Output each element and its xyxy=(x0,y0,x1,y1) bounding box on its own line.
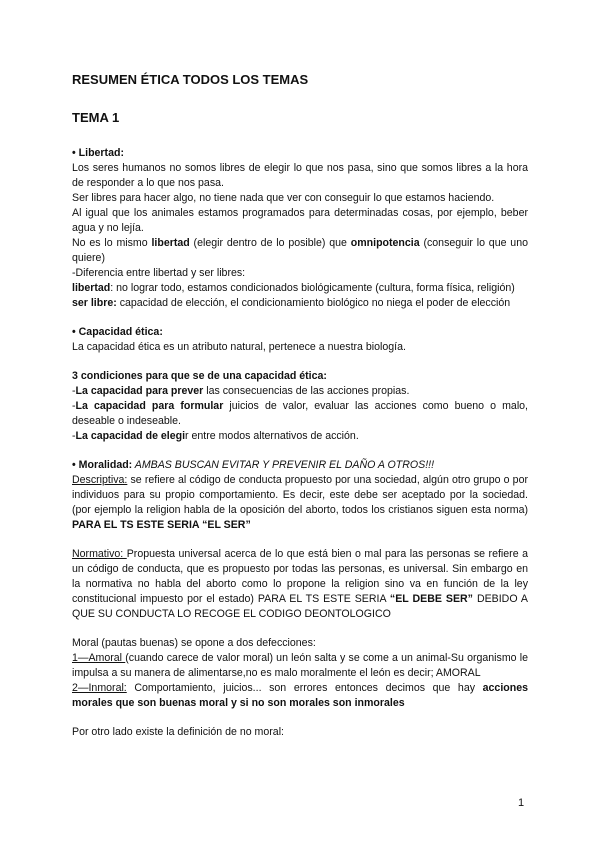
inmoral-label: 2—Inmoral: xyxy=(72,682,127,694)
condicion-1-term: La capacidad para prever xyxy=(75,385,204,397)
libertad-paragraph-7 xyxy=(72,296,528,311)
libertad-paragraph-3: Al igual que los animales estamos programados para determinadas cosas, por ejemplo, beber agua y no lejía. xyxy=(72,207,528,234)
text-run: Propuesta universal acerca de lo que está bien o mal para las personas se refiere a un código de conducta, que es propuesto por todas las personas, es universal. Sin embargo en la normativa no habla del aborto como lo propone la religion sino va en función de la ley constitucional impuesto por el estado) PARA EL TS ESTE SERIA xyxy=(72,548,528,605)
descriptiva-paragraph xyxy=(72,473,528,533)
condicion-3 xyxy=(72,429,528,444)
text-run: - xyxy=(72,400,76,412)
libertad-heading: • Libertad: xyxy=(72,147,124,159)
text-run: r entre modos alternativos de acción. xyxy=(185,430,359,442)
moralidad-heading-note: AMBAS BUSCAN EVITAR Y PREVENIR EL DAÑO A OTROS!!! xyxy=(132,459,435,471)
normativo-paragraph xyxy=(72,547,528,622)
text-run: - xyxy=(72,430,76,442)
text-run: (elegir dentro de lo posible) que xyxy=(189,237,351,249)
libertad-paragraph-1: Los seres humanos no somos libres de elegir lo que nos pasa, sino que somos libres a la hora de responder a lo que nos pasa. xyxy=(72,162,528,189)
no-moral-intro: Por otro lado existe la definición de no moral: xyxy=(72,726,284,738)
text-run: capacidad de elección, el condicionamiento biológico no niega el poder de elección xyxy=(116,297,511,309)
libertad-paragraph-5: -Diferencia entre libertad y ser libres: xyxy=(72,267,246,279)
spacer xyxy=(72,355,528,369)
spacer xyxy=(72,311,528,325)
term-omnipotencia: omnipotencia xyxy=(350,237,420,249)
text-run: DEBIDO A QUE SU CONDUCTA LO RECOGE EL CODIGO DEONTOLOGICO xyxy=(72,593,528,620)
text-run: - xyxy=(72,385,76,397)
condicion-1 xyxy=(72,384,528,399)
inmoral-conclusion: acciones morales que son buenas moral y si no son morales son inmorales xyxy=(72,682,528,709)
term-libertad-def: libertad xyxy=(72,282,111,294)
spacer xyxy=(72,444,528,458)
text-run: juicios de valor, evaluar las acciones como bueno o malo, deseable o indeseable. xyxy=(72,400,529,427)
text-run: se refiere al código de conducta propuesto por una sociedad, algún otro grupo o por individuos para su propio comportamiento. Es decir, este debe ser aceptado por la sociedad. (por ejemplo la religion habla de la oposición del aborto, todos los cristianos siguen esta norma) xyxy=(72,474,528,516)
spacer xyxy=(72,711,528,725)
amoral-paragraph xyxy=(72,651,528,681)
libertad-paragraph-4 xyxy=(72,236,528,266)
text-run: Comportamiento, juicios... son errores entonces decimos que hay xyxy=(126,682,483,694)
condicion-2-term: La capacidad para formular xyxy=(75,400,224,412)
normativo-label: Normativo: xyxy=(72,548,127,560)
moralidad-heading xyxy=(72,458,528,473)
libertad-paragraph-2: Ser libres para hacer algo, no tiene nada que ver con conseguir lo que estamos haciendo. xyxy=(72,192,495,204)
spacer xyxy=(72,622,528,636)
tema-title: TEMA 1 xyxy=(72,110,120,125)
descriptiva-label: Descriptiva: xyxy=(72,474,128,486)
descriptiva-conclusion: PARA EL TS ESTE SERIA “EL SER” xyxy=(72,519,251,531)
libertad-paragraph-6 xyxy=(72,281,528,296)
moralidad-heading-label: • Moralidad: xyxy=(72,459,133,471)
text-run: : no lograr todo, estamos condicionados biológicamente (cultura, forma física, religión) xyxy=(110,282,515,294)
capacidad-heading: • Capacidad ética: xyxy=(72,326,163,338)
amoral-label: 1—Amoral xyxy=(72,652,126,664)
condicion-3-term: La capacidad de elegi xyxy=(75,430,186,442)
text-run: No es lo mismo xyxy=(72,237,152,249)
page-content xyxy=(72,72,528,740)
text-run: (cuando carece de valor moral) un león salta y se come a un animal-Su organismo le impulsa a su manera de alimentarse,no es malo moralmente el león es decir; AMORAL xyxy=(72,652,528,679)
document-title: RESUMEN ÉTICA TODOS LOS TEMAS xyxy=(72,72,309,87)
text-run: (conseguir lo que uno quiere) xyxy=(72,237,528,264)
term-libertad: libertad xyxy=(151,237,190,249)
condiciones-heading: 3 condiciones para que se de una capacidad ética: xyxy=(72,370,327,382)
inmoral-paragraph xyxy=(72,681,528,711)
capacidad-paragraph: La capacidad ética es un atributo natural, pertenece a nuestra biología. xyxy=(72,341,406,353)
moral-intro: Moral (pautas buenas) se opone a dos defecciones: xyxy=(72,637,316,649)
normativo-conclusion: “EL DEBE SER” xyxy=(389,593,473,605)
condicion-2 xyxy=(72,399,528,429)
text-run: las consecuencias de las acciones propias. xyxy=(203,385,410,397)
spacer xyxy=(72,533,528,547)
term-ser-libre: ser libre: xyxy=(72,297,117,309)
page-number: 1 xyxy=(518,797,525,809)
